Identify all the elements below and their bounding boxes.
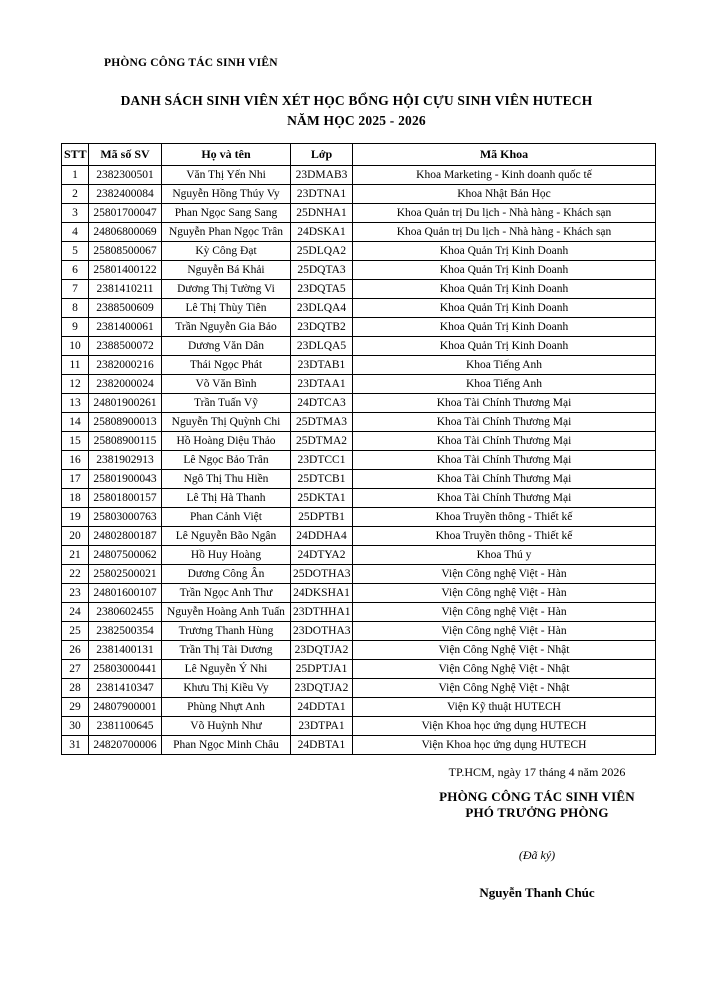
cell-lop: 24DDHA4 — [291, 527, 353, 546]
cell-khoa: Khoa Tài Chính Thương Mại — [353, 394, 656, 413]
cell-khoa: Khoa Tài Chính Thương Mại — [353, 432, 656, 451]
cell-mssv: 24802800187 — [89, 527, 162, 546]
cell-name: Nguyễn Hồng Thúy Vy — [162, 185, 291, 204]
cell-stt: 9 — [62, 318, 89, 337]
cell-mssv: 25808500067 — [89, 242, 162, 261]
cell-mssv: 2381100645 — [89, 717, 162, 736]
table-row — [62, 736, 656, 755]
cell-lop: 23DMAB3 — [291, 166, 353, 185]
table-row — [62, 204, 656, 223]
cell-mssv: 2388500072 — [89, 337, 162, 356]
table-row — [62, 375, 656, 394]
cell-name: Lê Thị Hà Thanh — [162, 489, 291, 508]
cell-khoa: Khoa Tài Chính Thương Mại — [353, 451, 656, 470]
cell-khoa: Viện Khoa học ứng dụng HUTECH — [353, 717, 656, 736]
table-row — [62, 622, 656, 641]
header-name: Họ và tên — [162, 144, 291, 166]
cell-lop: 24DSKA1 — [291, 223, 353, 242]
cell-stt: 31 — [62, 736, 89, 755]
table-row — [62, 546, 656, 565]
table-row — [62, 356, 656, 375]
cell-mssv: 2381410211 — [89, 280, 162, 299]
cell-stt: 25 — [62, 622, 89, 641]
table-row — [62, 584, 656, 603]
cell-stt: 20 — [62, 527, 89, 546]
cell-stt: 24 — [62, 603, 89, 622]
signed-note: (Đã ký) — [518, 848, 556, 862]
cell-mssv: 25808900013 — [89, 413, 162, 432]
cell-khoa: Khoa Quản Trị Kinh Doanh — [353, 318, 656, 337]
signature-position: PHÓ TRƯỞNG PHÒNG — [465, 805, 609, 820]
cell-lop: 25DPTB1 — [291, 508, 353, 527]
cell-lop: 23DLQA4 — [291, 299, 353, 318]
cell-stt: 23 — [62, 584, 89, 603]
cell-lop: 23DTNA1 — [291, 185, 353, 204]
cell-name: Trương Thanh Hùng — [162, 622, 291, 641]
cell-name: Nguyễn Thị Quỳnh Chi — [162, 413, 291, 432]
cell-mssv: 2382400084 — [89, 185, 162, 204]
table-row — [62, 603, 656, 622]
signature-block — [414, 765, 660, 900]
cell-khoa: Khoa Truyền thông - Thiết kế — [353, 508, 656, 527]
cell-lop: 24DTYA2 — [291, 546, 353, 565]
cell-mssv: 24806800069 — [89, 223, 162, 242]
cell-name: Nguyễn Bá Khải — [162, 261, 291, 280]
cell-stt: 10 — [62, 337, 89, 356]
cell-lop: 25DPTJA1 — [291, 660, 353, 679]
header-stt: STT — [62, 144, 89, 166]
table-row — [62, 223, 656, 242]
cell-lop: 23DQTB2 — [291, 318, 353, 337]
cell-khoa: Khoa Truyền thông - Thiết kế — [353, 527, 656, 546]
office-header: PHÒNG CÔNG TÁC SINH VIÊN — [104, 57, 278, 69]
signature-date: TP.HCM, ngày 17 tháng 4 năm 2026 — [448, 765, 626, 779]
table-row — [62, 261, 656, 280]
cell-stt: 22 — [62, 565, 89, 584]
cell-khoa: Khoa Marketing - Kinh doanh quốc tế — [353, 166, 656, 185]
cell-stt: 30 — [62, 717, 89, 736]
cell-stt: 16 — [62, 451, 89, 470]
cell-khoa: Viện Công Nghệ Việt - Nhật — [353, 679, 656, 698]
cell-name: Nguyễn Phan Ngọc Trân — [162, 223, 291, 242]
cell-stt: 15 — [62, 432, 89, 451]
cell-lop: 23DTAA1 — [291, 375, 353, 394]
cell-name: Lê Nguyễn Bão Ngân — [162, 527, 291, 546]
cell-lop: 23DQTJA2 — [291, 641, 353, 660]
cell-lop: 23DOTHA3 — [291, 622, 353, 641]
table-row — [62, 489, 656, 508]
cell-stt: 2 — [62, 185, 89, 204]
cell-lop: 23DQTJA2 — [291, 679, 353, 698]
cell-lop: 24DBTA1 — [291, 736, 353, 755]
cell-mssv: 24801600107 — [89, 584, 162, 603]
cell-stt: 28 — [62, 679, 89, 698]
cell-khoa: Khoa Quản Trị Kinh Doanh — [353, 337, 656, 356]
cell-khoa: Viện Công nghệ Việt - Hàn — [353, 603, 656, 622]
table-row — [62, 394, 656, 413]
table-row — [62, 698, 656, 717]
cell-lop: 24DKSHA1 — [291, 584, 353, 603]
cell-lop: 23DTAB1 — [291, 356, 353, 375]
cell-lop: 23DTHHA1 — [291, 603, 353, 622]
cell-mssv: 25808900115 — [89, 432, 162, 451]
cell-stt: 14 — [62, 413, 89, 432]
cell-stt: 1 — [62, 166, 89, 185]
cell-stt: 17 — [62, 470, 89, 489]
cell-khoa: Khoa Quản Trị Kinh Doanh — [353, 299, 656, 318]
cell-khoa: Khoa Quản Trị Kinh Doanh — [353, 242, 656, 261]
cell-name: Phan Ngọc Minh Châu — [162, 736, 291, 755]
cell-mssv: 25801900043 — [89, 470, 162, 489]
table-row — [62, 432, 656, 451]
cell-lop: 23DLQA5 — [291, 337, 353, 356]
header-khoa: Mã Khoa — [353, 144, 656, 166]
cell-name: Phan Ngọc Sang Sang — [162, 204, 291, 223]
cell-stt: 18 — [62, 489, 89, 508]
student-table — [61, 143, 656, 755]
student-table-body — [62, 166, 656, 755]
cell-mssv: 2381902913 — [89, 451, 162, 470]
cell-lop: 25DNHA1 — [291, 204, 353, 223]
cell-name: Thái Ngọc Phát — [162, 356, 291, 375]
cell-mssv: 25802500021 — [89, 565, 162, 584]
table-row — [62, 185, 656, 204]
cell-khoa: Khoa Tài Chính Thương Mại — [353, 489, 656, 508]
cell-mssv: 25803000441 — [89, 660, 162, 679]
table-row — [62, 451, 656, 470]
cell-lop: 25DLQA2 — [291, 242, 353, 261]
cell-lop: 25DTCB1 — [291, 470, 353, 489]
table-row — [62, 660, 656, 679]
table-row — [62, 242, 656, 261]
cell-mssv: 2382000216 — [89, 356, 162, 375]
cell-name: Văn Thị Yến Nhi — [162, 166, 291, 185]
cell-stt: 11 — [62, 356, 89, 375]
cell-khoa: Khoa Tiếng Anh — [353, 375, 656, 394]
cell-khoa: Viện Công Nghệ Việt - Nhật — [353, 641, 656, 660]
cell-khoa: Viện Công nghệ Việt - Hàn — [353, 622, 656, 641]
cell-mssv: 24807500062 — [89, 546, 162, 565]
cell-stt: 19 — [62, 508, 89, 527]
table-row — [62, 470, 656, 489]
cell-name: Kỳ Công Đạt — [162, 242, 291, 261]
cell-name: Hồ Huy Hoàng — [162, 546, 291, 565]
cell-khoa: Viện Công nghệ Việt - Hàn — [353, 584, 656, 603]
cell-mssv: 24801900261 — [89, 394, 162, 413]
cell-lop: 25DKTA1 — [291, 489, 353, 508]
cell-mssv: 2381400061 — [89, 318, 162, 337]
signature-department: PHÒNG CÔNG TÁC SINH VIÊN — [439, 789, 635, 804]
cell-name: Phan Cảnh Việt — [162, 508, 291, 527]
cell-name: Võ Huỳnh Như — [162, 717, 291, 736]
table-row — [62, 527, 656, 546]
cell-stt: 7 — [62, 280, 89, 299]
cell-mssv: 25801800157 — [89, 489, 162, 508]
document-title-line2: NĂM HỌC 2025 - 2026 — [287, 113, 426, 128]
header-lop: Lớp — [291, 144, 353, 166]
cell-mssv: 24820700006 — [89, 736, 162, 755]
cell-name: Dương Công Ân — [162, 565, 291, 584]
cell-khoa: Khoa Nhật Bản Học — [353, 185, 656, 204]
cell-stt: 5 — [62, 242, 89, 261]
document-title-line1: DANH SÁCH SINH VIÊN XÉT HỌC BỔNG HỘI CỰU SINH VIÊN HUTECH — [120, 93, 593, 108]
cell-khoa: Khoa Quản trị Du lịch - Nhà hàng - Khách sạn — [353, 223, 656, 242]
cell-lop: 23DTPA1 — [291, 717, 353, 736]
cell-khoa: Viện Kỹ thuật HUTECH — [353, 698, 656, 717]
cell-stt: 6 — [62, 261, 89, 280]
header-mssv: Mã số SV — [89, 144, 162, 166]
table-row — [62, 166, 656, 185]
table-row — [62, 679, 656, 698]
cell-stt: 3 — [62, 204, 89, 223]
cell-lop: 24DDTA1 — [291, 698, 353, 717]
document-title — [0, 91, 713, 131]
table-row — [62, 641, 656, 660]
cell-lop: 23DQTA5 — [291, 280, 353, 299]
cell-name: Lê Ngọc Bảo Trân — [162, 451, 291, 470]
cell-khoa: Khoa Quản trị Du lịch - Nhà hàng - Khách sạn — [353, 204, 656, 223]
cell-mssv: 2382300501 — [89, 166, 162, 185]
table-row — [62, 413, 656, 432]
cell-stt: 13 — [62, 394, 89, 413]
table-row — [62, 717, 656, 736]
cell-name: Hồ Hoàng Diệu Thảo — [162, 432, 291, 451]
cell-name: Trần Tuấn Vỹ — [162, 394, 291, 413]
cell-name: Dương Thị Tường Vi — [162, 280, 291, 299]
cell-lop: 25DTMA3 — [291, 413, 353, 432]
cell-name: Lê Nguyễn Ý Nhi — [162, 660, 291, 679]
cell-name: Lê Thị Thùy Tiên — [162, 299, 291, 318]
cell-lop: 25DTMA2 — [291, 432, 353, 451]
cell-lop: 25DQTA3 — [291, 261, 353, 280]
cell-mssv: 24807900001 — [89, 698, 162, 717]
cell-mssv: 25801700047 — [89, 204, 162, 223]
cell-stt: 29 — [62, 698, 89, 717]
cell-name: Trần Nguyễn Gia Bảo — [162, 318, 291, 337]
cell-mssv: 2381410347 — [89, 679, 162, 698]
cell-name: Ngô Thị Thu Hiền — [162, 470, 291, 489]
cell-mssv: 2382500354 — [89, 622, 162, 641]
cell-mssv: 25801400122 — [89, 261, 162, 280]
cell-khoa: Khoa Tài Chính Thương Mại — [353, 413, 656, 432]
cell-name: Trần Thị Tài Dương — [162, 641, 291, 660]
cell-khoa: Khoa Tiếng Anh — [353, 356, 656, 375]
cell-name: Trần Ngọc Anh Thư — [162, 584, 291, 603]
table-row — [62, 337, 656, 356]
cell-mssv: 2380602455 — [89, 603, 162, 622]
table-row — [62, 508, 656, 527]
cell-mssv: 2388500609 — [89, 299, 162, 318]
cell-name: Khưu Thị Kiều Vy — [162, 679, 291, 698]
cell-khoa: Khoa Quản Trị Kinh Doanh — [353, 280, 656, 299]
cell-lop: 23DTCC1 — [291, 451, 353, 470]
cell-khoa: Khoa Tài Chính Thương Mại — [353, 470, 656, 489]
table-row — [62, 318, 656, 337]
cell-khoa: Viện Công nghệ Việt - Hàn — [353, 565, 656, 584]
cell-name: Dương Văn Dân — [162, 337, 291, 356]
table-row — [62, 280, 656, 299]
cell-name: Phùng Nhựt Anh — [162, 698, 291, 717]
cell-stt: 26 — [62, 641, 89, 660]
table-row — [62, 299, 656, 318]
student-table-header — [62, 144, 656, 166]
cell-mssv: 2381400131 — [89, 641, 162, 660]
cell-khoa: Viện Khoa học ứng dụng HUTECH — [353, 736, 656, 755]
cell-mssv: 2382000024 — [89, 375, 162, 394]
cell-lop: 25DOTHA3 — [291, 565, 353, 584]
cell-name: Võ Văn Bình — [162, 375, 291, 394]
table-row — [62, 565, 656, 584]
cell-khoa: Khoa Quản Trị Kinh Doanh — [353, 261, 656, 280]
cell-stt: 27 — [62, 660, 89, 679]
cell-stt: 21 — [62, 546, 89, 565]
header-row — [62, 144, 656, 166]
cell-mssv: 25803000763 — [89, 508, 162, 527]
cell-stt: 4 — [62, 223, 89, 242]
cell-stt: 12 — [62, 375, 89, 394]
cell-lop: 24DTCA3 — [291, 394, 353, 413]
cell-khoa: Khoa Thú y — [353, 546, 656, 565]
cell-khoa: Viện Công Nghệ Việt - Nhật — [353, 660, 656, 679]
signer-name: Nguyễn Thanh Chúc — [479, 885, 595, 900]
cell-name: Nguyễn Hoàng Anh Tuấn — [162, 603, 291, 622]
cell-stt: 8 — [62, 299, 89, 318]
